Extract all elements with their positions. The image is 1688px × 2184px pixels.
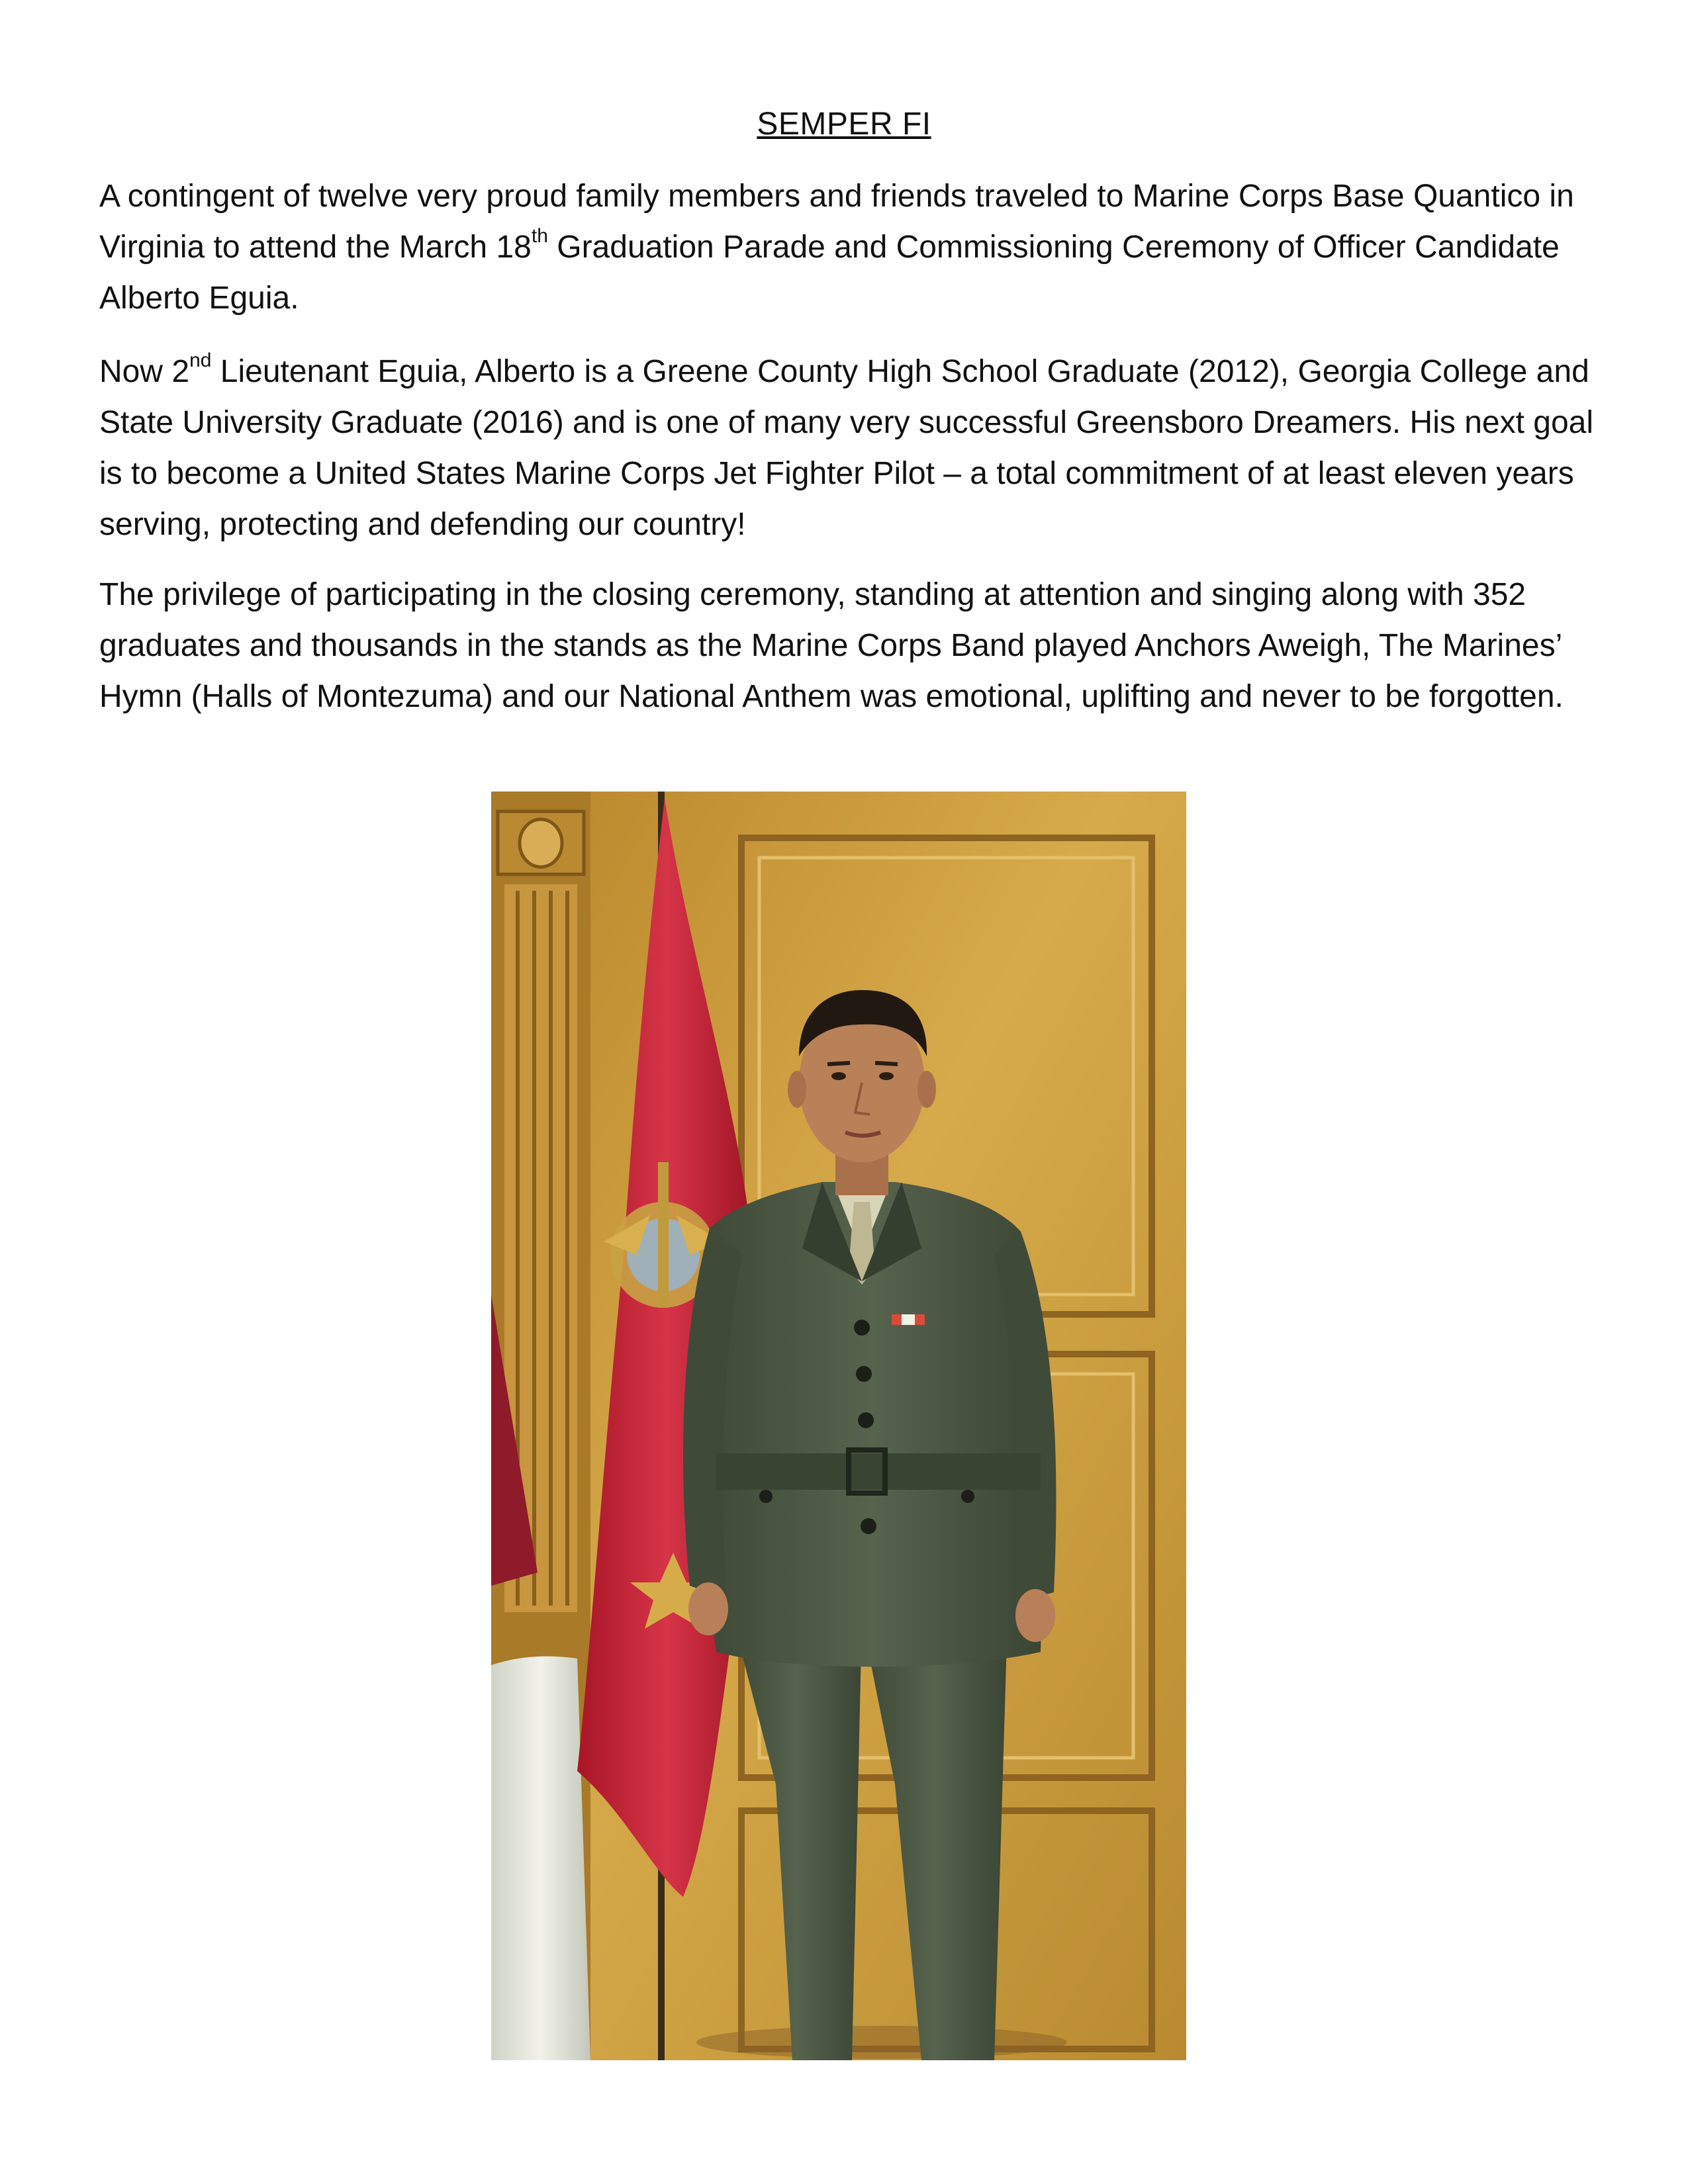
paragraph-lieutenant	[99, 346, 1595, 550]
paragraph-contingent	[99, 171, 1595, 324]
paragraph-contingent-text-b: Graduation Parade and Commissioning Ceremony of Officer Candidate Alberto Eguia.	[99, 230, 1560, 316]
officer-portrait-photo	[491, 792, 1186, 2060]
ordinal-suffix-nd: nd	[189, 349, 212, 371]
paragraph-contingent-text-a: A contingent of twelve very proud family members and friends traveled to Marine Corps Base Quantico in Virginia to attend the March 18	[99, 179, 1574, 265]
paragraph-ceremony: The privilege of participating in the closing ceremony, standing at attention and singing along with 352 graduates and thousands in the stands as the Marine Corps Band played Anchors Aweigh, The Marines’ Hymn (Halls of Montezuma) and our National Anthem was emotional, uplifting and never to be forgotten.	[99, 577, 1564, 714]
page-title: SEMPER FI	[757, 107, 931, 142]
paragraph-lieutenant-text-b: Lieutenant Eguia, Alberto is a Greene County High School Graduate (2012), Georgia College and State University Graduate (2016) and is one of many very successful Greensboro Dreamers. His next goal is to become a United States Marine Corps Jet Fighter Pilot – a total commitment of at least eleven years serving, protecting and defending our country!	[99, 354, 1594, 542]
ordinal-suffix-th: th	[531, 225, 548, 247]
paragraph-lieutenant-text-a: Now 2	[99, 354, 190, 389]
